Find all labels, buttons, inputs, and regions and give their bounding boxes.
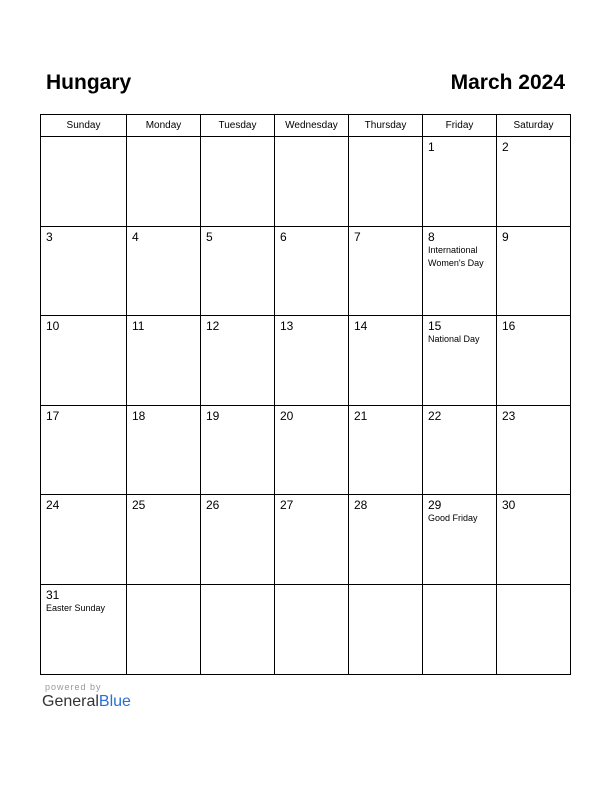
day-number: 18 [132, 408, 146, 423]
day-number: 4 [132, 229, 139, 244]
weekday-header: Wednesday [275, 115, 349, 137]
day-number: 21 [354, 408, 368, 423]
day-cell[interactable] [201, 405, 275, 495]
weekday-header: Saturday [497, 115, 571, 137]
day-cell[interactable] [41, 584, 127, 674]
day-cell [349, 137, 423, 227]
day-cell[interactable] [201, 226, 275, 316]
day-number: 12 [206, 319, 220, 334]
generalblue-logo[interactable] [42, 693, 131, 711]
day-cell[interactable] [41, 316, 127, 406]
day-cell [349, 584, 423, 674]
week-row [41, 405, 571, 495]
day-cell[interactable] [497, 316, 571, 406]
day-number: 2 [502, 140, 509, 154]
day-cell [41, 137, 127, 227]
weekday-header: Sunday [41, 115, 127, 137]
week-row [41, 495, 571, 585]
day-cell [497, 584, 571, 674]
day-number: 24 [46, 498, 60, 513]
day-number: 23 [502, 408, 516, 423]
day-cell[interactable] [423, 316, 497, 406]
day-number: 28 [354, 498, 368, 513]
day-number: 1 [428, 140, 435, 154]
day-cell[interactable] [41, 226, 127, 316]
day-cell[interactable] [275, 226, 349, 316]
day-number: 17 [46, 408, 60, 423]
day-cell[interactable] [275, 316, 349, 406]
weekday-header-row [41, 115, 571, 137]
day-cell[interactable] [423, 226, 497, 316]
day-cell[interactable] [349, 316, 423, 406]
day-cell[interactable] [127, 226, 201, 316]
day-cell[interactable] [497, 405, 571, 495]
week-row [41, 584, 571, 674]
day-number: 31 [46, 587, 60, 602]
day-number: 6 [280, 229, 287, 244]
day-number: 30 [502, 498, 516, 513]
day-cell[interactable] [423, 137, 497, 227]
weekday-header: Monday [127, 115, 201, 137]
day-number: 3 [46, 229, 53, 244]
powered-by-footer [42, 682, 131, 711]
day-number: 10 [46, 319, 60, 334]
day-number: 9 [502, 229, 509, 244]
day-number: 5 [206, 229, 213, 244]
holiday-label: International Women's Day [428, 244, 484, 268]
weekday-header: Friday [423, 115, 497, 137]
logo-text-blue: Blue [98, 693, 131, 710]
day-cell[interactable] [127, 316, 201, 406]
day-cell[interactable] [423, 495, 497, 585]
week-row [41, 137, 571, 227]
day-cell[interactable] [497, 495, 571, 585]
day-number: 15 [428, 319, 442, 334]
day-cell [127, 137, 201, 227]
day-cell [201, 137, 275, 227]
day-cell[interactable] [497, 226, 571, 316]
day-cell[interactable] [127, 495, 201, 585]
day-cell [275, 137, 349, 227]
day-number: 19 [206, 408, 220, 423]
day-number: 25 [132, 498, 146, 513]
day-number: 20 [280, 408, 294, 423]
day-cell[interactable] [41, 405, 127, 495]
powered-by-label: powered by [45, 682, 102, 692]
logo-text-general: General [42, 693, 99, 710]
weekday-header: Tuesday [201, 115, 275, 137]
month-calendar-grid [40, 114, 571, 675]
country-title: Hungary [46, 71, 132, 94]
week-row [41, 226, 571, 316]
day-number: 22 [428, 408, 442, 423]
weekday-header: Thursday [349, 115, 423, 137]
day-number: 13 [280, 319, 294, 334]
day-cell[interactable] [423, 405, 497, 495]
day-cell[interactable] [275, 405, 349, 495]
day-number: 27 [280, 498, 294, 513]
day-cell[interactable] [127, 405, 201, 495]
week-row [41, 316, 571, 406]
day-cell[interactable] [201, 495, 275, 585]
day-cell[interactable] [41, 495, 127, 585]
day-cell [275, 584, 349, 674]
day-cell[interactable] [349, 405, 423, 495]
day-cell[interactable] [349, 226, 423, 316]
holiday-label: Good Friday [428, 513, 478, 524]
day-number: 8 [428, 229, 435, 244]
day-number: 29 [428, 498, 442, 513]
day-number: 26 [206, 498, 220, 513]
day-cell[interactable] [349, 495, 423, 585]
holiday-label: Easter Sunday [46, 602, 106, 613]
day-number: 11 [132, 319, 145, 334]
month-title: March 2024 [450, 71, 565, 94]
day-number: 7 [354, 229, 361, 244]
day-cell[interactable] [201, 316, 275, 406]
day-cell[interactable] [275, 495, 349, 585]
day-cell [423, 584, 497, 674]
day-number: 14 [354, 319, 368, 334]
day-number: 16 [502, 319, 516, 334]
day-cell[interactable] [497, 137, 571, 227]
holiday-label: National Day [428, 334, 480, 345]
day-cell [201, 584, 275, 674]
day-cell [127, 584, 201, 674]
